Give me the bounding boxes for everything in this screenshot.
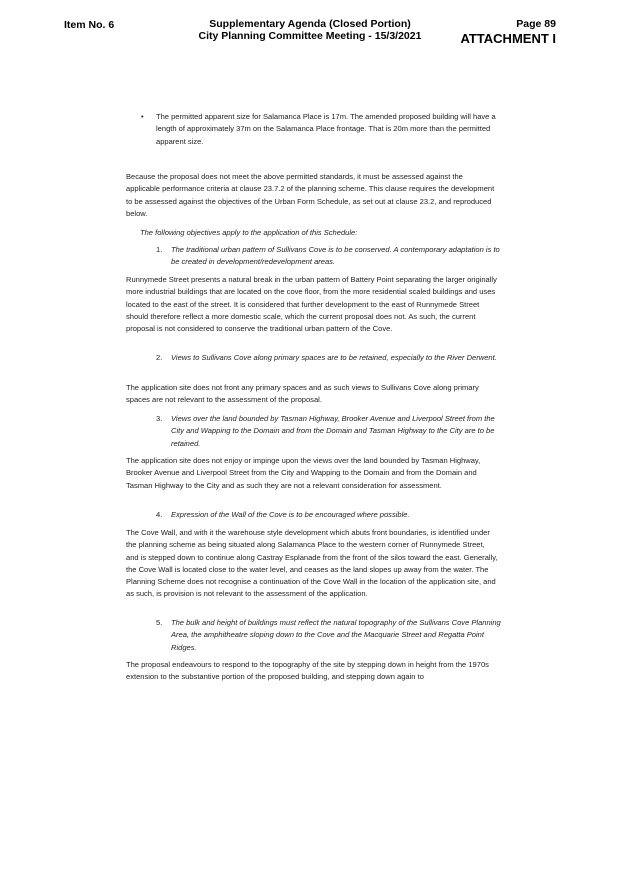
- objective-number: 5.: [156, 618, 163, 627]
- header-right: [460, 19, 556, 46]
- response-paragraph: The application site does not enjoy or impinge upon the views over the land bounded by Tasman Highway, Brooker Avenue and Liverpool Street from the City and Wapping to the Domain and from the Domain and Tasman Highway to the City and as such they are not a relevant consideration for assessment.: [126, 456, 481, 490]
- page-number: Page 89: [516, 18, 556, 30]
- item-number: Item No. 6: [64, 19, 115, 31]
- response-paragraph: The Cove Wall, and with it the warehouse style development which abuts front boundaries, is identified under the planning scheme as being situated along Salamanca Place to the western corner of Runnymede Street, and is stepped down to continue along Castray Esplanade from the front of the silos toward the east. Generally, the Cove Wall is located close to the water level, and ceases as the land slopes up away from the water. The Planning Scheme does not recognise a continuation of the Cove Wall in the location of the application site, and as such, is provision is not relevant to the assessment of the application.: [126, 528, 498, 599]
- objective-text: Views to Sullivans Cove along primary spaces are to be retained, especially to the River Derwent.: [171, 353, 497, 362]
- header-center: [180, 19, 440, 42]
- attachment-label: ATTACHMENT I: [460, 30, 556, 46]
- objective-number: 3.: [156, 414, 163, 423]
- response-paragraph: The application site does not front any primary spaces and as such views to Sullivans Cove along primary spaces are not relevant to the assessment of the proposal.: [126, 383, 479, 405]
- meeting-title: City Planning Committee Meeting - 15/3/2021: [198, 29, 422, 42]
- objective-text: The bulk and height of buildings must reflect the natural topography of the Sullivans Cove Planning Area, the amphitheatre sloping down to the Cove and the Macquarie Street and Regatta Point Ridges.: [171, 618, 501, 652]
- objective-number: 2.: [156, 353, 163, 362]
- objective-text: The traditional urban pattern of Sullivans Cove is to be conserved. A contemporary adaptation is to be created in development/redevelopment areas.: [171, 245, 500, 267]
- agenda-title: Supplementary Agenda (Closed Portion): [209, 18, 411, 30]
- objective-text: Expression of the Wall of the Cove is to be encouraged where possible.: [171, 510, 410, 519]
- response-paragraph: Runnymede Street presents a natural break in the urban pattern of Battery Point separating the larger originally more industrial buildings that are located on the cove floor, from the more residential scaled buildings and uses located to the east of the street. It is considered that further development to the east of Runnymede Street should therefore reflect a more domestic scale, which the current proposal does not. As such, the current proposal is not considered to conserve the traditional urban pattern of the Cove.: [126, 275, 497, 334]
- paragraph-intro: [126, 171, 498, 220]
- objective-number: 1.: [156, 245, 163, 254]
- response-paragraph: The proposal endeavours to respond to the topography of the site by stepping down in height from the 1970s extension to the substantive portion of the proposed building, and stepping down again to: [126, 660, 489, 682]
- bullet-marker: •: [141, 112, 144, 121]
- objectives-intro: The following objectives apply to the application of this Schedule:: [140, 228, 358, 237]
- objective-text: Views over the land bounded by Tasman Highway, Brooker Avenue and Liverpool Street from the City and Wapping to the Domain and from the Domain and Tasman Highway to the City are to be retained.: [171, 414, 495, 448]
- bullet-text: The permitted apparent size for Salamanca Place is 17m. The amended proposed building will have a length of approximately 37m on the Salamanca Place frontage. That is 20m more than the permitted apparent size.: [156, 112, 496, 146]
- paragraph-text: Because the proposal does not meet the above permitted standards, it must be assessed against the applicable performance criteria at clause 23.7.2 of the planning scheme. This clause requires the development to be assessed against the objectives of the Urban Form Schedule, as set out at clause 23.2, and reproduced below.: [126, 172, 495, 218]
- objective-number: 4.: [156, 510, 163, 519]
